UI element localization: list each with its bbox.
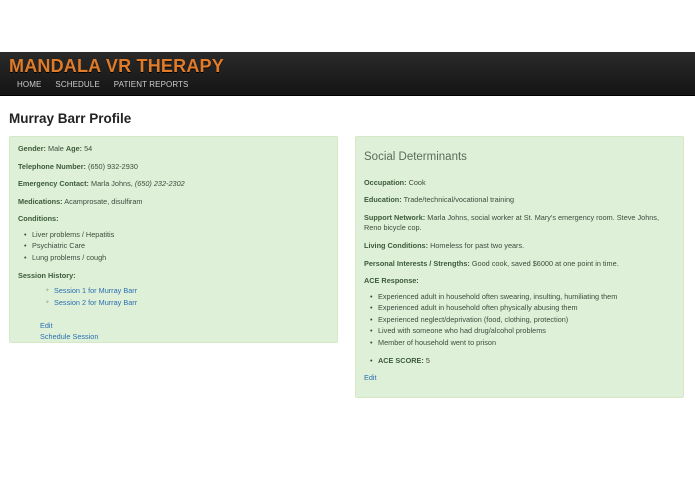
emergency-name: Marla Johns, <box>91 179 133 189</box>
gender-value: Male <box>48 144 64 153</box>
phone-label: Telephone Number: <box>18 161 86 171</box>
occupation-value: Cook <box>408 177 426 187</box>
living-conditions-field <box>364 241 675 252</box>
ace-item: • Member of household went to prison <box>370 338 675 349</box>
profile-actions <box>40 321 329 343</box>
session-history-label: Session History: <box>18 270 76 280</box>
ace-item: • Experienced neglect/deprivation (food, clothing, protection) <box>370 315 675 326</box>
ace-response-label: ACE Response: <box>364 276 419 286</box>
interests-field <box>364 259 675 270</box>
emergency-label: Emergency Contact: <box>18 179 89 189</box>
ace-item: • Lived with someone who had drug/alcohol problems <box>370 326 675 337</box>
emergency-phone: (650) 232-2302 <box>134 179 185 189</box>
nav-patient-reports[interactable]: PATIENT REPORTS <box>113 80 189 89</box>
ace-response-list <box>370 292 675 349</box>
occupation-field <box>364 178 675 189</box>
conditions-list <box>24 230 329 264</box>
medications-value: Acamprosate, disulfiram <box>64 196 143 206</box>
conditions-label: Conditions: <box>18 214 59 224</box>
condition-item: • Lung problems / cough <box>24 253 329 264</box>
social-determinants-title: Social Determinants <box>364 151 467 163</box>
phone-field <box>18 162 329 173</box>
age-label: Age: <box>65 144 83 153</box>
ace-score-list <box>370 356 675 367</box>
edit-profile-link[interactable]: Edit <box>40 321 53 331</box>
nav-home[interactable]: HOME <box>17 80 42 89</box>
gender-age-field <box>18 144 329 155</box>
page-title: Murray Barr Profile <box>9 111 132 126</box>
gender-label: Gender: <box>18 144 46 153</box>
condition-item: • Liver problems / Hepatitis <box>24 230 329 241</box>
emergency-contact-field <box>18 179 329 190</box>
session-list <box>46 286 329 308</box>
app-brand[interactable]: MANDALA VR THERAPY <box>9 56 224 76</box>
edit-social-link[interactable]: Edit <box>364 373 377 383</box>
nav-schedule[interactable]: SCHEDULE <box>55 80 100 89</box>
session-item <box>46 286 329 297</box>
support-network-field <box>364 213 675 234</box>
interests-value: Good cook, saved $6000 at one point in time. <box>471 258 619 268</box>
occupation-label: Occupation: <box>364 177 407 187</box>
support-value: Marla Johns, social worker at St. Mary's emergency room. Steve Johns, Reno bicycle cop. <box>364 212 659 233</box>
education-field <box>364 195 675 206</box>
medications-label: Medications: <box>18 196 63 206</box>
support-label: Support Network: <box>364 212 426 222</box>
session-item <box>46 298 329 309</box>
ace-score <box>370 356 675 367</box>
living-value: Homeless for past two years. <box>430 240 525 250</box>
session-link-1[interactable]: Session 1 for Murray Barr <box>54 286 138 296</box>
session-link-2[interactable]: Session 2 for Murray Barr <box>54 297 138 307</box>
education-label: Education: <box>364 195 402 205</box>
medications-field <box>18 197 329 208</box>
age-value: 54 <box>84 144 93 153</box>
social-determinants-panel <box>355 136 684 398</box>
ace-item: • Experienced adult in household often swearing, insulting, humiliating them <box>370 292 675 303</box>
ace-score-label: ACE SCORE: <box>378 355 424 365</box>
ace-item: • Experienced adult in household often physically abusing them <box>370 303 675 314</box>
interests-label: Personal Interests / Strengths: <box>364 258 470 268</box>
living-label: Living Conditions: <box>364 240 429 250</box>
phone-value: (650) 932-2930 <box>88 161 138 171</box>
condition-item: • Psychiatric Care <box>24 241 329 252</box>
top-navbar <box>0 52 695 96</box>
nav-menu <box>17 80 188 89</box>
schedule-session-link[interactable]: Schedule Session <box>40 332 99 342</box>
education-value: Trade/technical/vocational training <box>403 195 515 205</box>
ace-score-value: 5 <box>425 355 430 365</box>
profile-panel <box>9 136 338 343</box>
